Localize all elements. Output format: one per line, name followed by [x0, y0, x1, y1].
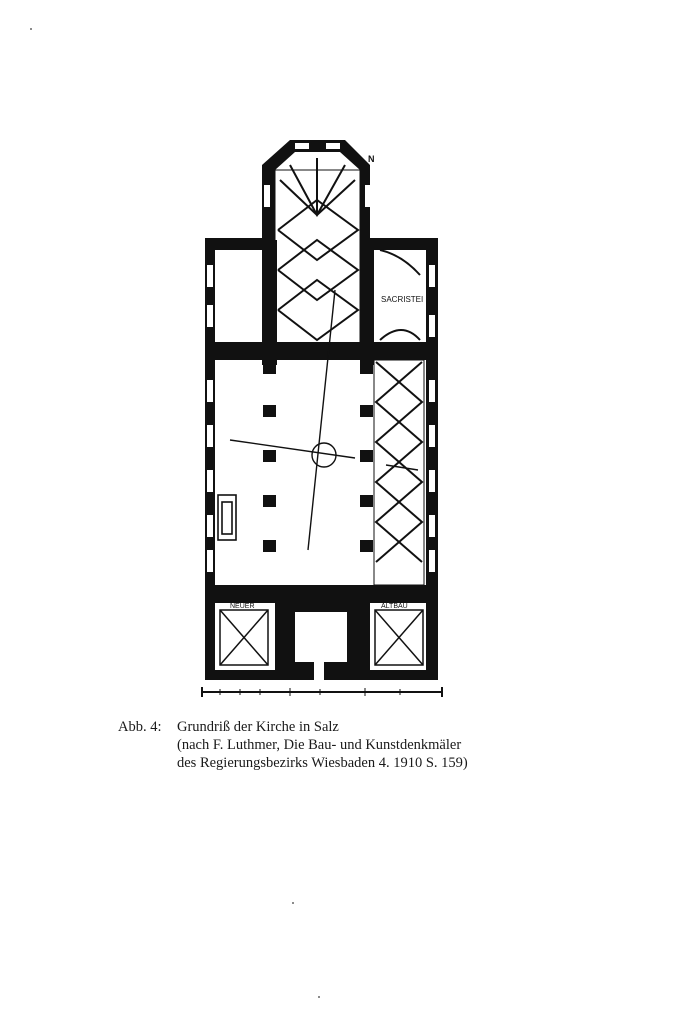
caption-line-1: Grundriß der Kirche in Salz — [177, 719, 339, 735]
speck — [292, 902, 294, 904]
caption-line-3: des Regierungsbezirks Wiesbaden 4. 1910 S. 159) — [177, 755, 468, 771]
choir-vault — [275, 158, 360, 345]
caption-text — [177, 718, 557, 772]
caption-line-2: (nach F. Luthmer, Die Bau- und Kunstdenkmäler — [177, 737, 462, 753]
aisle-vault — [374, 360, 424, 585]
side-altar — [218, 495, 236, 540]
tower-interior — [295, 612, 347, 662]
north-marker: N — [368, 154, 375, 164]
speck — [30, 28, 32, 30]
floor-plan-figure — [190, 140, 460, 700]
speck — [318, 996, 320, 998]
old-section-label: ALTBAU — [381, 603, 408, 610]
tower-door — [314, 660, 324, 680]
sacristy-label: SACRISTEI — [381, 295, 424, 304]
new-section-label: NEUER — [230, 603, 255, 610]
caption-label: Abb. 4: — [118, 719, 162, 735]
floor-plan-drawing — [190, 140, 460, 700]
scale-bar — [202, 687, 442, 697]
